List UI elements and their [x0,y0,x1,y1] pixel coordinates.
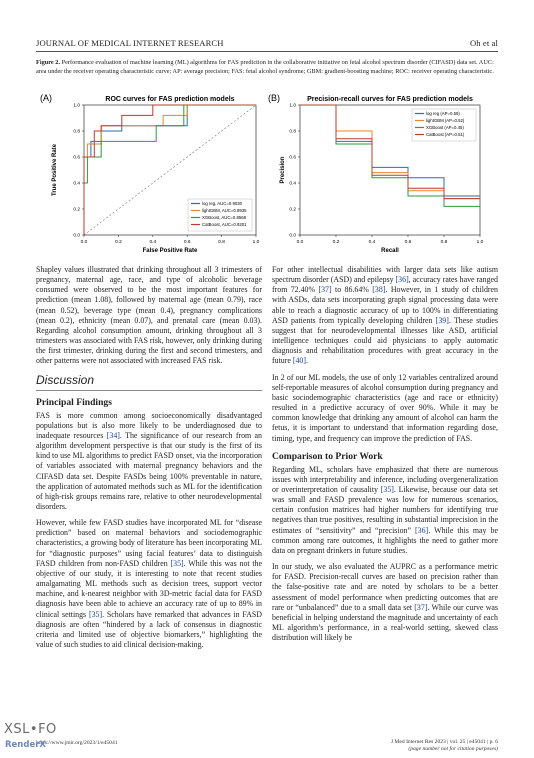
section-title-discussion: Discussion [36,372,95,387]
subsection-comparison-prior-work: Comparison to Prior Work [272,450,383,462]
y-tick-label: 0.0 [73,233,80,239]
reference-link[interactable]: [40] [292,356,306,366]
right-column [272,265,498,649]
x-tick-label: 0.0 [80,240,88,245]
reference-link[interactable]: [37] [318,285,332,295]
reference-link[interactable]: [36] [395,275,409,285]
y-tick-label: 0.0 [289,233,296,239]
panel-label: (B) [268,93,280,103]
legend-entry: lightGBM, AUC=0.8935 [202,208,247,213]
asd-paragraph [272,265,498,367]
y-tick-label: 0.2 [289,207,296,213]
text-span: FAS is more common among socioeconomically disadvantaged populations but is also more likely to be underdiagnosed due to inadequate resources [36,410,262,440]
y-tick-label: 0.6 [73,155,80,161]
y-tick-label: 0.8 [73,129,80,135]
x-tick-label: 0.8 [218,240,225,245]
renderx-logo: RenderX [5,740,46,750]
footer-citation-text: J Med Internet Res 2023 | vol. 25 | e45041 | p. 6 [390,739,498,745]
facial-features-paragraph [36,518,262,650]
y-axis-label: Precision [280,156,286,184]
header-rule [36,51,498,52]
x-tick-label: 0.4 [149,240,157,245]
y-tick-label: 0.4 [73,181,80,187]
text-span: to 86.64% [331,285,373,295]
y-tick-label: 1.0 [73,103,80,109]
reference-link[interactable]: [39] [435,315,449,325]
running-header [36,38,498,52]
subsection-principal-findings: Principal Findings [36,396,112,408]
section-rule [36,390,262,391]
x-tick-label: 1.0 [252,240,260,245]
interpretability-paragraph [272,465,498,556]
chart-title: Precision-recall curves for FAS prediction models [307,96,473,103]
text-span: . However, in 1 study of children with ASDs, data sets incorporating graph signal processing data were able to reach a diagnostic accuracy of up to 100% in differentiating ASD patients from typically developing children [272,285,498,325]
legend-entry: XGBoost, AUC=0.8568 [202,215,247,220]
legend-entry: log reg (AP=0.59) [426,111,460,116]
reference-link[interactable]: [38] [372,285,386,295]
x-tick-label: 0.8 [440,240,448,245]
legend-entry: CatBoost (AP=0.51) [426,132,465,137]
text-span: Regarding ML, scholars have emphasized that there are numerous issues with interpretability and inference, including overgeneralization or overinterpretation of causality [272,464,498,494]
legend [412,109,476,141]
figure-caption [36,58,498,76]
author-running-head: Oh et al [469,38,498,48]
text-span: . [305,356,308,366]
x-tick-label: 0.6 [183,240,191,245]
text-span: , accuracy rates have ranged from 72.40% [272,275,498,295]
x-tick-label: 0.2 [115,240,122,245]
y-tick-label: 0.8 [289,129,296,135]
x-tick-label: 0.2 [332,240,340,245]
legend-entry: log reg, AUC=0.9030 [202,201,243,206]
text-span: . While this may be common among rare outcomes, it highlights the need to gather more data on pregnant drinkers in future studies. [272,525,498,555]
principal-findings-paragraph [36,411,262,513]
reference-link[interactable]: [35] [170,558,184,568]
footer-url[interactable]: https://www.jmir.org/2023/1/e45041 [36,740,118,746]
figure-2-charts [36,91,498,259]
xslfo-watermark: XSL•FO [4,722,57,737]
text-span: . These studies suggest that for neurodevelopmental illnesses like ASD, artificial intelligence techniques could aid physicians to apply automatic diagnosis and rehabilitation procedures with great accuracy in the future [272,315,498,366]
reference-link[interactable]: [36] [415,525,429,535]
legend-entry: CatBoost, AUC=0.9201 [202,222,247,227]
y-tick-label: 0.2 [73,207,80,213]
y-tick-label: 0.6 [289,155,296,161]
reference-link[interactable]: [37] [414,602,428,612]
legend-entry: XGBoost (AP=0.45) [426,125,464,130]
y-tick-label: 1.0 [289,103,296,109]
y-axis-label: True Positive Rate [52,143,58,197]
reference-link[interactable]: [35] [88,609,103,619]
x-tick-label: 1.0 [476,240,484,245]
footer-page-note: (page number not for citation purposes) [408,746,498,752]
x-axis-label: Recall [381,248,399,254]
text-span: In our study, we also evaluated the AUPRC as a performance metric for FASD. Precision-recall curves are based on precision rather than the false-positive rate and are noted by scholars to be a better assessment of model performance when predicting outcomes that are rare or “unbalanced” due to a small data set [272,562,498,612]
text-span: . Likewise, because our data set was small and FASD prevalence was low for numerous scenarios, certain confusion matrices had higher numbers for identifying true negatives than true positives, resulting in substantial imprecision in the estimates of “sensitivity” and “precision” [272,484,498,535]
text-span: . While this was not the objective of our study, it is interesting to note that recent studies amalgamating ML methods such as decision trees, support vector machine, and k-nearest neighbor with 3D-metric facial data for FASD diagnosis have been able to achieve an accuracy rate of up to 89% in clinical settings [36,558,263,619]
y-tick-label: 0.4 [289,181,296,187]
text-span: . Scholars have remarked that advances in FASD diagnosis are often “hindered by a lack of consensus in diagnostic criteria and limited use of objective biomarkers,” highlighting the value of such studies to aid clinical decision-making. [36,609,262,649]
auprc-paragraph [272,562,498,643]
reference-link[interactable]: [34] [106,430,120,440]
x-tick-label: 0.6 [404,240,412,245]
panel-label: (A) [40,93,52,103]
footer-citation [391,739,498,753]
text-span: However, while few FASD studies have incorporated ML for “disease prediction” based on maternal behaviors and sociodemographic characteristics, a growing body of literature has been incorporating ML for “diagnostic purposes” using facial features’ data to distinguish FASD children from non-FASD children [36,518,262,568]
legend [188,199,252,231]
ml-models-paragraph: In 2 of our ML models, the use of only 12 variables centralized around self-reportable measures of alcohol consumption during pregnancy and basic sociodemographic characteristics (age and race or ethnicity) resulted in a predictive accuracy of over 90%. While it may be common knowledge that drinking any amount of alcohol can harm the fetus, it is important to understand that information regarding dose, timing, type, and frequency can improve the prediction of FAS. [272,372,498,443]
figure-label: Figure 2. [36,59,61,66]
text-span: . While our curve was beneficial in helping understand the magnitude and uncertainty of each ML algorithm’s performance, in a real-world setting, skewed class distribution will likely be [272,602,498,643]
x-tick-label: 0.0 [296,240,304,245]
shapley-paragraph: Shapley values illustrated that drinking throughout all 3 trimesters of pregnancy, maternal age, race, and type of alcoholic beverage consumed were observed to be the most important features for prediction (mean 1.08), followed by maternal age (mean 0.79), race (mean 0.52), beverage type (mean 0.4), pregnancy complications (mean 0.2), ethnicity (mean 0.07), and prenatal care (mean 0.03). Regarding alcohol consumption amount, drinking throughout all 3 trimesters was associated with FAS risk, however, only drinking during the first trimester, drinking during the first and second trimesters, and other patterns were not associated with increased FAS risk. [36,265,262,366]
chart-title: ROC curves for FAS prediction models [105,96,235,103]
x-tick-label: 0.4 [368,240,376,245]
journal-name: JOURNAL OF MEDICAL INTERNET RESEARCH [36,38,224,48]
chart-panel-pr [268,93,484,254]
reference-link[interactable]: [35] [380,484,394,494]
chart-panel-roc [40,93,260,254]
text-span: . The significance of our research from an algorithm development perspective is that our study is the first of its kind to use ML algorithms to predict FASD onset, via the incorporation of variables associated with maternal pregnancy behaviors and the CIFASD data set. Despite FASDs being 100% preventable in nature, the application of automated methods such as ML for the identification of high-risk groups remains rare, relative to other neurodevelopmental disorders. [36,430,262,511]
figure-caption-text: Performance evaluation of machine learning (ML) algorithms for FAS prediction in the collaborative initiative on fetal alcohol spectrum disorder (CIFASD) data set. AUC: area under the receiver operating characteristic curve; AP: average precision; FAS: fetal alcohol syndrome; GBM: gradient-boosting machine; ROC: receiver operating characteristic. [36,59,494,76]
text-span: For other intellectual disabilities with larger data sets like autism spectrum disorder (ASD) and epilepsy [272,265,498,285]
legend-entry: lightGBM (AP=0.52) [426,118,465,123]
left-column [36,265,262,656]
x-axis-label: False Positive Rate [142,248,198,254]
